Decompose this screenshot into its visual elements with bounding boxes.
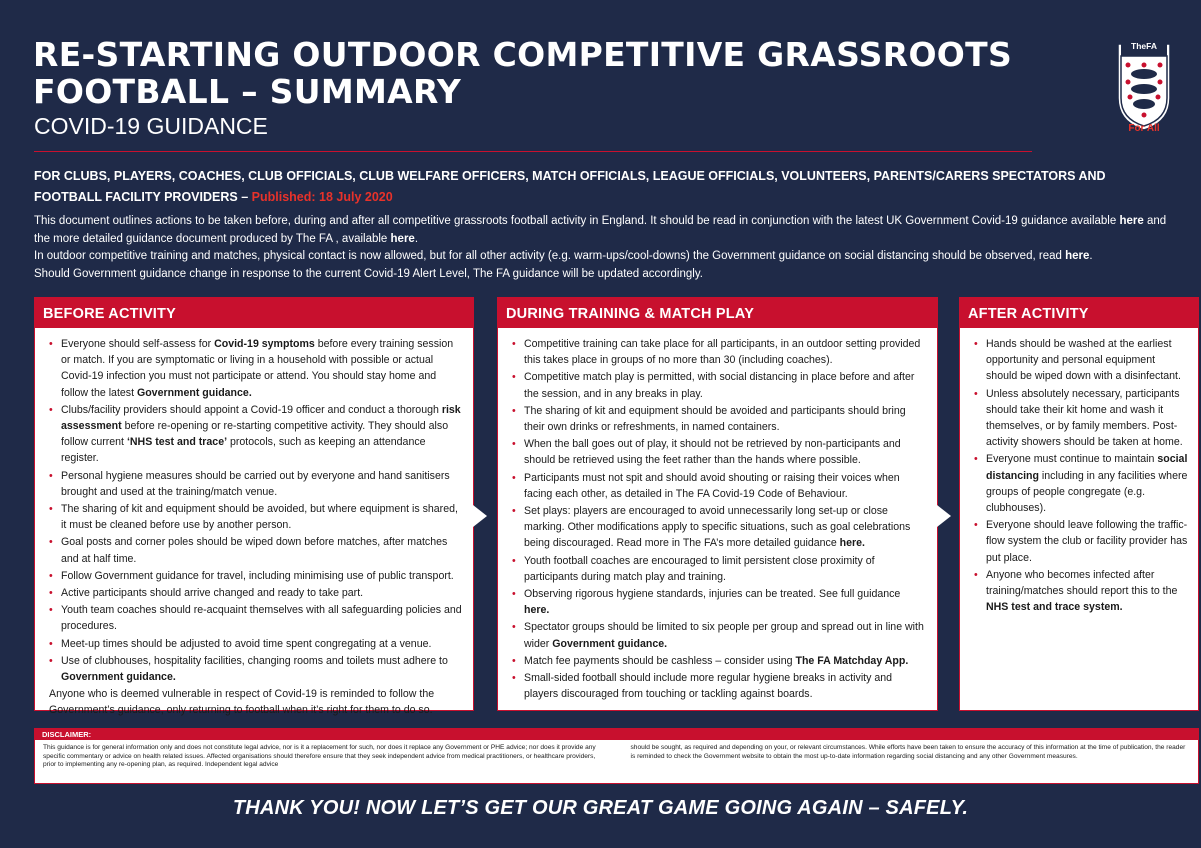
- list-item: • Observing rigorous hygiene standards, injuries can be treated. See full guidance here.: [524, 586, 927, 618]
- covid-symptoms-link[interactable]: Covid-19 symptoms: [214, 338, 315, 350]
- before-activity-heading: BEFORE ACTIVITY: [35, 298, 473, 328]
- vulnerable-note: Anyone who is deemed vulnerable in respect of Covid-19 is reminded to follow the Government’s guidance, only returning to football when it’s right for them to do so.: [49, 688, 435, 717]
- list-item: • Follow Government guidance for travel, including minimising use of public transport.: [61, 568, 463, 584]
- list-item: • Use of clubhouses, hospitality facilities, changing rooms and toilets must adhere to Government guidance.: [61, 653, 463, 685]
- list-item: • Personal hygiene measures should be carried out by everyone and hand sanitisers brought and used at the training/match venue.: [61, 468, 463, 500]
- audience-text: FOR CLUBS, PLAYERS, COACHES, CLUB OFFICIALS, CLUB WELFARE OFFICERS, MATCH OFFICIALS, LEAGUE OFFICIALS, VOLUNTEERS, PARENTS/CARERS SPECTATORS AND FOOTBALL FACILITY PROVIDERS –: [34, 169, 1106, 204]
- government-guidance-link[interactable]: Government guidance.: [136, 386, 252, 399]
- intro-text-segment: .: [414, 232, 419, 245]
- during-training-heading: DURING TRAINING & MATCH PLAY: [498, 298, 937, 328]
- matchday-app-link[interactable]: The FA Matchday App.: [795, 654, 909, 667]
- logo-top-text: TheFA: [1131, 41, 1157, 51]
- list-item: • Everyone must continue to maintain social distancing including in any facilities where groups of people congregate (e.g. clubhouses).: [986, 451, 1188, 516]
- intro-paragraph-3: Should Government guidance change in response to the current Covid-19 Alert Level, The FA guidance will be updated accordingly.: [34, 267, 703, 280]
- list-item: • Competitive training can take place for all participants, in an outdoor setting provided this takes place in groups of no more than 30 (including coaches).: [524, 336, 927, 368]
- list-item: • When the ball goes out of play, it should not be retrieved by non-participants and should be retrieved using the feet rather than the hands where possible.: [524, 436, 927, 468]
- government-guidance-link[interactable]: Government guidance.: [552, 637, 668, 650]
- list-item: • Everyone should self-assess for Covid-19 symptoms before every training session or match. If you are symptomatic or living in a household with possible or actual Covid-19 infection you must not participate or attend. You should stay home and follow the latest Government guidance.: [61, 336, 463, 401]
- title-divider: [34, 151, 1032, 152]
- during-training-list: [498, 328, 937, 702]
- disclaimer-box: [34, 728, 1199, 784]
- disclaimer-column-2: should be sought, as required and depending on your, or relevant circumstances. While efforts have been taken to ensure the accuracy of this information at the time of publication, the reader is reminded to check the Government website to obtain the most up-to-date information regarding social distancing and any other Government measures.: [630, 744, 1186, 760]
- before-activity-panel: [34, 297, 474, 717]
- list-item: • Everyone should leave following the traffic-flow system the club or facility provider has put place.: [986, 517, 1188, 566]
- intro-paragraph-1: [34, 213, 1174, 248]
- footer-message: THANK YOU! NOW LET’S GET OUR GREAT GAME GOING AGAIN – SAFELY.: [232, 797, 969, 819]
- disclaimer-body: [35, 740, 1198, 770]
- fa-logo: [1116, 40, 1172, 136]
- list-item: • Youth team coaches should re-acquaint themselves with all safeguarding policies and procedures.: [61, 602, 463, 634]
- during-training-panel: [497, 297, 938, 711]
- full-guidance-link[interactable]: here.: [524, 604, 550, 617]
- list-item: • Spectator groups should be limited to six people per group and spread out in line with wider Government guidance.: [524, 619, 927, 651]
- list-item: • Unless absolutely necessary, participants should take their kit home and wash it themselves, or by family members. Post-activity showers should be taken at home.: [986, 386, 1188, 451]
- list-item: • Competitive match play is permitted, with social distancing in place before and after the session, and in any breaks in play.: [524, 369, 927, 401]
- list-item: • The sharing of kit and equipment should be avoided and participants should bring their own drinks or refreshments, in named containers.: [524, 403, 927, 435]
- intro-text-segment: This document outlines actions to be taken before, during and after all competitive grassroots football activity in England. It should be read in conjunction with the latest UK Government Covid-19 guidance available: [34, 215, 1120, 227]
- list-item: • The sharing of kit and equipment should be avoided, but where equipment is shared, it must be cleaned before use by another person.: [61, 501, 463, 533]
- list-item: • Small-sided football should include more regular hygiene breaks in activity and players discouraged from touching or tackling against boards.: [524, 670, 927, 702]
- page-title: RE-STARTING OUTDOOR COMPETITIVE GRASSROOTS FOOTBALL – SUMMARY: [33, 35, 1013, 111]
- audience-statement: [34, 166, 1164, 208]
- risk-assessment-link[interactable]: risk assessment: [61, 403, 461, 433]
- intro-text-segment: In outdoor competitive training and matches, physical contact is now allowed, but for all other activity (e.g. warm-ups/cool-downs) the Government guidance on social distancing should be observed, read: [34, 250, 1066, 262]
- intro-text: [34, 213, 1174, 283]
- list-item: • Anyone who becomes infected after training/matches should report this to the NHS test and trace system.: [986, 567, 1188, 616]
- fa-guidance-link[interactable]: here: [390, 232, 415, 245]
- list-item: • Active participants should arrive changed and ready to take part.: [61, 585, 463, 601]
- social-distancing-link[interactable]: social distancing: [986, 453, 1188, 482]
- flow-arrow-icon: [473, 505, 487, 527]
- uk-guidance-link[interactable]: here: [1119, 215, 1144, 227]
- flow-arrow-icon: [937, 505, 951, 527]
- list-item: • Participants must not spit and should avoid shouting or raising their voices when facing each other, as detailed in The FA Covid-19 Code of Behaviour.: [524, 470, 927, 502]
- published-date: Published: 18 July 2020: [251, 190, 393, 204]
- nhs-test-trace-link[interactable]: NHS test and trace system.: [986, 601, 1123, 614]
- logo-tagline: For All: [1128, 123, 1160, 134]
- disclaimer-heading: DISCLAIMER:: [35, 729, 1198, 740]
- after-activity-panel: [959, 297, 1199, 711]
- page-subtitle: COVID-19 GUIDANCE: [34, 113, 268, 139]
- intro-paragraph-2: [34, 248, 1174, 266]
- nhs-test-trace-link[interactable]: ‘NHS test and trace’: [126, 436, 228, 449]
- intro-text-segment: and the more detailed guidance document produced by The FA , available: [34, 215, 1167, 245]
- list-item: • Meet-up times should be adjusted to avoid time spent congregating at a venue.: [61, 636, 463, 652]
- list-item: • Set plays: players are encouraged to avoid unnecessarily long set-up or close marking. Other modifications apply to specific situations, such as goal celebrations being discouraged. Read more in The FA’s more detailed guidance here.: [524, 503, 927, 552]
- government-guidance-link[interactable]: Government guidance.: [61, 671, 176, 684]
- before-activity-list: [35, 328, 473, 685]
- after-activity-heading: AFTER ACTIVITY: [960, 298, 1198, 328]
- list-item: • Youth football coaches are encouraged to limit persistent close proximity of participants during match play and training.: [524, 553, 927, 585]
- intro-text-segment: .: [1089, 250, 1093, 262]
- list-item: • Goal posts and corner poles should be wiped down before matches, after matches and at half time.: [61, 534, 463, 566]
- social-distancing-link[interactable]: here: [1065, 250, 1090, 262]
- list-item: • Clubs/facility providers should appoint a Covid-19 officer and conduct a thorough risk assessment before re-opening or re-starting competitive activity. They should also follow current ‘NHS test and trace’ protocols, such as keeping an attendance register.: [61, 402, 463, 467]
- list-item: • Hands should be washed at the earliest opportunity and personal equipment should be wiped down with a disinfectant.: [986, 336, 1188, 385]
- after-activity-list: [960, 328, 1198, 615]
- list-item: • Match fee payments should be cashless – consider using The FA Matchday App.: [524, 653, 927, 669]
- fa-crest-icon: [1116, 40, 1172, 136]
- disclaimer-column-1: This guidance is for general information only and does not constitute legal advice, nor is it a replacement for such, nor does it replace any Government or PHE advice; nor does it provide any specific commentary or advice on health related issues. Affected organisations should therefore ensure that they seek independent advice from medical practitioners, or healthcare providers, prior to implementing any re-opening plan, as required. Independent legal advice: [43, 744, 596, 769]
- detailed-guidance-link[interactable]: here.: [839, 537, 865, 550]
